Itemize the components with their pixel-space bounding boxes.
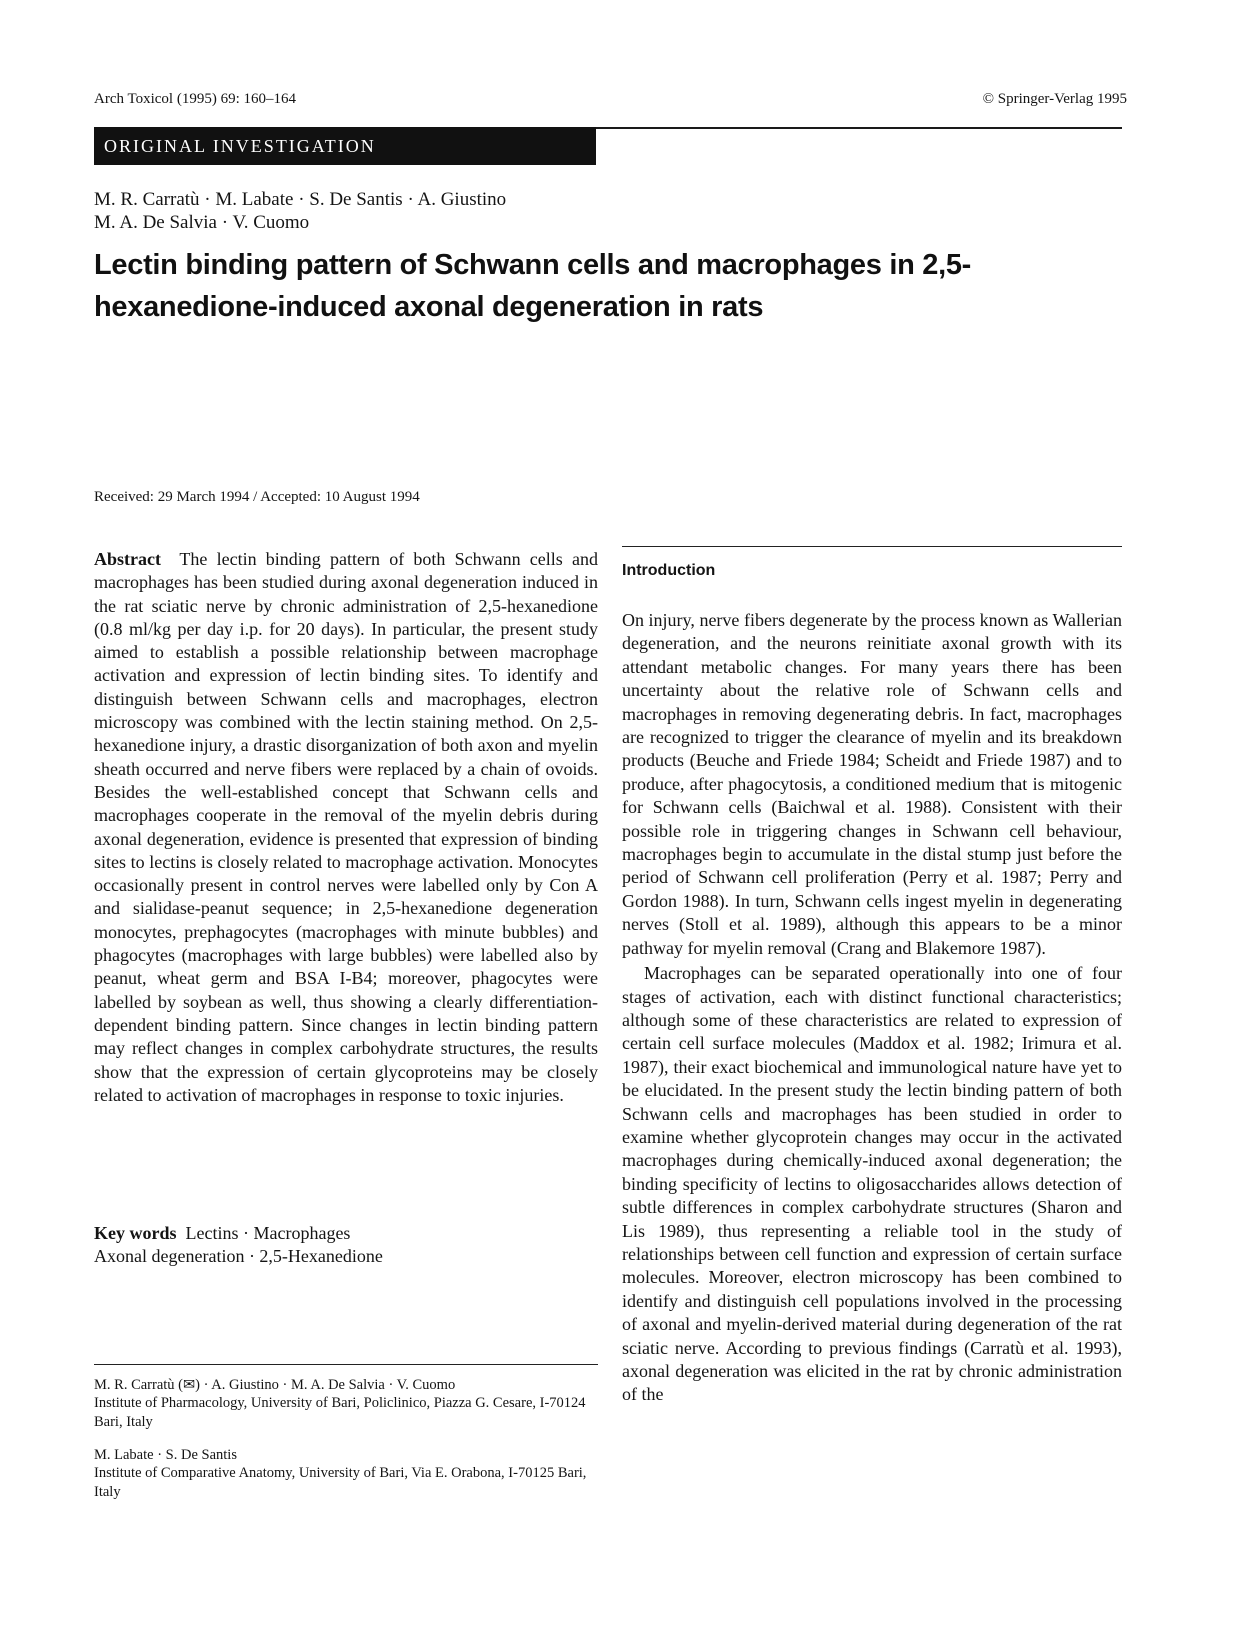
footnote-affiliation-1 xyxy=(94,1376,598,1431)
keywords-heading: Key words xyxy=(94,1223,177,1243)
abstract xyxy=(94,548,598,1107)
abstract-heading: Abstract xyxy=(94,549,161,569)
introduction-rule xyxy=(622,546,1122,547)
abstract-text: The lectin binding pattern of both Schwann cells and macrophages has been studied during axonal degeneration induced in the rat sciatic nerve by chronic administration of 2,5-hexanedione (0.8 ml/kg per day i.p. for 20 days). In particular, the present study aimed to establish a possible relationship between macrophage activation and expression of lectin binding sites. To identify and distinguish between Schwann cells and macrophages, electron microscopy was combined with the lectin staining method. On 2,5-hexanedione injury, a drastic disorganization of both axon and myelin sheath occurred and nerve fibers were replaced by a chain of ovoids. Besides the well-established concept that Schwann cells and macrophages cooperate in the removal of the myelin debris during axonal degeneration, evidence is presented that expression of binding sites to lectins is closely related to macrophage activation. Monocytes occasionally present in control nerves were labelled only by Con A and sialidase-peanut sequence; in 2,5-hexanedione degeneration monocytes, prephagocytes (macrophages with minute bubbles) and phagocytes (macrophages with large bubbles) were labelled also by peanut, wheat germ and BSA I-B4; moreover, phagocytes were labelled by soybean as well, thus showing a clearly differentiation-dependent binding pattern. Since changes in lectin binding pattern may reflect changes in complex carbohydrate structures, the results show that the expression of certain glycoproteins may be closely related to activation of macrophages in response to toxic injuries. xyxy=(94,549,598,1105)
introduction-paragraph-1: On injury, nerve fibers degenerate by the process known as Wallerian degeneration, and the neurons reinitiate axonal growth with its attendant metabolic changes. For many years there has been uncertainty about the relative role of Schwann cells and macrophages in removing degenerating debris. In fact, macrophages are recognized to trigger the clearance of myelin and its breakdown products (Beuche and Friede 1984; Scheidt and Friede 1987) and to produce, after phagocytosis, a conditioned medium that is mitogenic for Schwann cells (Baichwal et al. 1988). Consistent with their possible role in triggering changes in Schwann cell behaviour, macrophages begin to accumulate in the distal stump just before the period of Schwann cell proliferation (Perry et al. 1987; Perry and Gordon 1988). In turn, Schwann cells ingest myelin in degenerating nerves (Stoll et al. 1989), although this appears to be a minor pathway for myelin removal (Crang and Blakemore 1987). xyxy=(622,610,1122,958)
footnote-affiliation-2 xyxy=(94,1446,598,1501)
copyright-notice: © Springer-Verlag 1995 xyxy=(982,91,1127,107)
author-line-1: M. R. Carratù · M. Labate · S. De Santis · A. Giustino xyxy=(94,189,507,210)
keywords-line-1: Lectins · Macrophages xyxy=(185,1223,351,1243)
author-line-2: M. A. De Salvia · V. Cuomo xyxy=(94,212,310,233)
paper-title: Lectin binding pattern of Schwann cells and macrophages in 2,5-hexanedione-induced axonal degeneration in rats xyxy=(94,249,972,323)
footnote-2-authors: M. Labate · S. De Santis xyxy=(94,1447,237,1463)
footnote-2-affiliation: Institute of Comparative Anatomy, University of Bari, Via E. Orabona, I-70125 Bari, Italy xyxy=(94,1465,587,1500)
footnote-1-authors: M. R. Carratù (✉) · A. Giustino · M. A. De Salvia · V. Cuomo xyxy=(94,1377,456,1393)
keywords xyxy=(94,1222,598,1268)
author-list xyxy=(94,188,506,234)
received-dates: Received: 29 March 1994 / Accepted: 10 August 1994 xyxy=(94,489,420,505)
journal-citation: Arch Toxicol (1995) 69: 160–164 xyxy=(94,91,296,107)
footnote-rule xyxy=(94,1364,598,1365)
introduction-body xyxy=(622,609,1122,1407)
section-banner: ORIGINAL INVESTIGATION xyxy=(94,127,596,165)
footnote-1-affiliation: Institute of Pharmacology, University of Bari, Policlinico, Piazza G. Cesare, I-70124 Bari, Italy xyxy=(94,1395,586,1430)
keywords-line-2: Axonal degeneration · 2,5-Hexanedione xyxy=(94,1246,383,1266)
introduction-paragraph-2: Macrophages can be separated operationally into one of four stages of activation, each with distinct functional characteristics; although some of these characteristics are related to expression of certain cell surface molecules (Maddox et al. 1982; Irimura et al. 1987), their exact biochemical and immunological nature have yet to be elucidated. In the present study the lectin binding pattern of both Schwann cells and macrophages has been studied in order to examine whether glycoprotein changes may occur in the activated macrophages during chemically-induced axonal degeneration; the binding specificity of lectins to oligosaccharides allows detection of subtle differences in complex carbohydrate structures (Sharon and Lis 1989), thus representing a reliable tool in the study of relationships between cell function and expression of certain surface molecules. Moreover, electron microscopy has been combined to identify and distinguish cell populations involved in the processing of axonal and myelin-derived material during degeneration of the rat sciatic nerve. According to previous findings (Carratù et al. 1993), axonal degeneration was elicited in the rat by chronic administration of the xyxy=(622,963,1122,1405)
introduction-heading: Introduction xyxy=(622,562,716,579)
